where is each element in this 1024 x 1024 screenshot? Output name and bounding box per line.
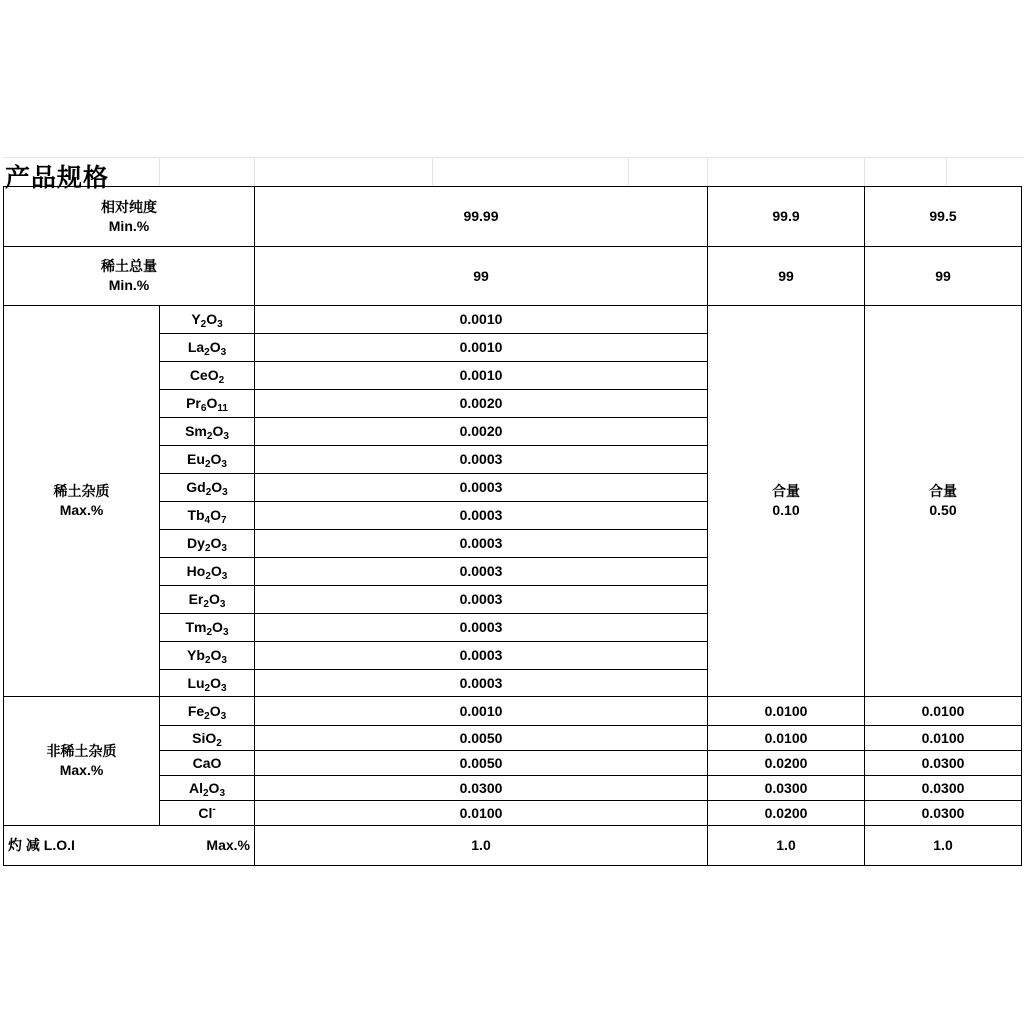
spec-table — [3, 186, 1022, 866]
element-formula — [160, 751, 255, 776]
impurity-value: 0.0300 — [255, 776, 708, 801]
total-content-label: 合量 — [929, 483, 957, 499]
formula-subscript: 3 — [219, 599, 226, 610]
re-impurity-label-cell — [4, 306, 160, 697]
element-formula — [160, 362, 255, 390]
formula-subscript: 7 — [221, 515, 227, 526]
formula-base: Y — [191, 311, 201, 327]
formula-oxygen: O — [205, 729, 217, 746]
formula-subscript: 6 — [200, 403, 207, 414]
loi-value: 1.0 — [255, 826, 708, 866]
impurity-value: 0.0010 — [255, 334, 708, 362]
formula-subscript: 2 — [206, 431, 213, 442]
formula-oxygen: O — [208, 779, 220, 796]
impurity-value: 0.0003 — [255, 446, 708, 474]
formula-base: Sm — [185, 423, 207, 439]
impurity-value: 0.0003 — [255, 642, 708, 670]
formula-subscript: 3 — [220, 347, 227, 358]
element-formula — [160, 614, 255, 642]
formula-oxygen: O — [210, 563, 222, 579]
formula-base: Pr — [186, 395, 201, 411]
formula-subscript: 3 — [221, 571, 228, 582]
formula-oxygen: O — [212, 423, 224, 439]
treo-label-cell — [4, 247, 255, 306]
formula-base: Dy — [187, 535, 205, 551]
formula-oxygen: O — [212, 619, 223, 635]
title-strip — [3, 157, 1024, 187]
formula-subscript: 4 — [204, 515, 211, 526]
gridline — [3, 157, 1024, 158]
formula-subscript: 3 — [220, 710, 227, 722]
impurity-value: 0.0010 — [255, 697, 708, 726]
impurity-value: 0.0100 — [255, 801, 708, 826]
gridline — [707, 157, 708, 187]
formula-subscript: 2 — [202, 787, 209, 799]
formula-subscript: 3 — [222, 487, 228, 498]
element-formula — [160, 726, 255, 751]
element-formula — [160, 418, 255, 446]
formula-subscript: 3 — [221, 543, 227, 554]
impurity-value: 0.0003 — [255, 586, 708, 614]
formula-subscript: 2 — [205, 571, 211, 582]
loi-row — [4, 826, 1022, 866]
impurity-value: 0.0010 — [255, 306, 708, 334]
formula-base: Lu — [187, 674, 205, 691]
formula-subscript: 3 — [223, 431, 229, 442]
treo-row — [4, 247, 1022, 306]
impurity-value: 0.0300 — [865, 801, 1022, 826]
total-content-label: 合量 — [772, 483, 800, 499]
element-formula — [160, 586, 255, 614]
formula-oxygen: O — [210, 507, 221, 523]
purity-value-3: 99.5 — [865, 187, 1022, 247]
formula-base: Fe — [187, 702, 205, 719]
formula-base: Tm — [185, 619, 207, 635]
formula-superscript: - — [212, 803, 216, 815]
treo-value-1: 99 — [255, 247, 708, 306]
non-re-impurity-label-cell — [4, 697, 160, 826]
impurity-value: 0.0050 — [255, 726, 708, 751]
non-re-impurity-row — [4, 697, 1022, 726]
purity-value-2: 99.9 — [708, 187, 865, 247]
impurity-value: 0.0200 — [708, 801, 865, 826]
formula-oxygen: O — [210, 535, 222, 551]
formula-base: Eu — [187, 451, 205, 467]
purity-label-cell — [4, 187, 255, 247]
purity-value-1: 99.99 — [255, 187, 708, 247]
formula-base: Si — [192, 729, 206, 746]
impurity-value: 0.0003 — [255, 530, 708, 558]
formula-oxygen: O — [206, 311, 218, 327]
impurity-value: 0.0300 — [708, 776, 865, 801]
formula-subscript: 2 — [203, 599, 209, 610]
formula-subscript: 3 — [221, 459, 227, 470]
formula-oxygen: O — [210, 647, 222, 663]
gridline — [628, 157, 629, 187]
total-content-value: 0.50 — [929, 502, 957, 518]
re-impurity-label: 稀土杂质 — [53, 483, 110, 499]
formula-oxygen: O — [206, 395, 218, 411]
impurity-value: 0.0003 — [255, 670, 708, 697]
formula-subscript: 2 — [204, 655, 211, 666]
element-formula — [160, 390, 255, 418]
treo-value-2: 99 — [708, 247, 865, 306]
purity-unit: Min.% — [108, 217, 150, 234]
formula-subscript: 2 — [206, 627, 213, 638]
re-impurity-unit: Max.% — [59, 502, 104, 518]
page-title: 产品规格 — [5, 163, 110, 192]
element-formula — [160, 776, 255, 801]
formula-subscript: 2 — [204, 347, 210, 358]
total-content-value: 0.10 — [772, 502, 800, 518]
element-formula — [160, 530, 255, 558]
formula-base: La — [187, 339, 205, 355]
impurity-value: 0.0300 — [865, 751, 1022, 776]
formula-oxygen: O — [207, 367, 219, 383]
gridline — [946, 157, 947, 187]
formula-subscript: 2 — [204, 710, 210, 722]
element-formula — [160, 558, 255, 586]
formula-oxygen: O — [211, 479, 223, 495]
impurity-value: 0.0100 — [865, 697, 1022, 726]
total-content-cell — [865, 306, 1022, 697]
formula-subscript: 2 — [204, 459, 211, 470]
gridline — [254, 157, 255, 187]
element-formula — [160, 670, 255, 697]
purity-row — [4, 187, 1022, 247]
re-impurity-row — [4, 306, 1022, 334]
gridline — [864, 157, 865, 187]
gridline — [432, 157, 433, 187]
treo-unit: Min.% — [108, 277, 150, 293]
formula-subscript: 2 — [200, 319, 207, 330]
formula-oxygen: O — [210, 451, 222, 467]
formula-subscript: 3 — [217, 319, 223, 330]
formula-subscript: 2 — [204, 543, 211, 554]
impurity-value: 0.0020 — [255, 418, 708, 446]
impurity-value: 0.0003 — [255, 614, 708, 642]
formula-subscript: 3 — [221, 682, 227, 694]
loi-unit: Max.% — [160, 826, 255, 866]
formula-subscript: 3 — [222, 627, 229, 638]
formula-base: Ho — [186, 563, 206, 579]
formula-base: Gd — [186, 479, 206, 495]
element-formula — [160, 306, 255, 334]
formula-base: Cl — [198, 804, 213, 821]
loi-value: 1.0 — [865, 826, 1022, 866]
element-formula — [160, 697, 255, 726]
impurity-value: 0.0020 — [255, 390, 708, 418]
element-formula — [160, 801, 255, 826]
formula-base: Er — [188, 591, 204, 607]
impurity-value: 0.0100 — [865, 726, 1022, 751]
gridline — [159, 157, 160, 187]
impurity-value: 0.0003 — [255, 558, 708, 586]
formula-base: Al — [188, 779, 203, 796]
formula-subscript: 2 — [216, 737, 222, 749]
impurity-value: 0.0003 — [255, 502, 708, 530]
formula-subscript: 2 — [205, 487, 212, 498]
formula-subscript: 2 — [218, 375, 225, 386]
treo-value-3: 99 — [865, 247, 1022, 306]
element-formula — [160, 642, 255, 670]
formula-base: Yb — [187, 647, 205, 663]
formula-oxygen: O — [209, 702, 221, 719]
formula-base: Tb — [187, 507, 205, 523]
impurity-value: 0.0100 — [708, 697, 865, 726]
formula-subscript: 11 — [217, 403, 228, 414]
element-formula — [160, 334, 255, 362]
formula-oxygen: O — [210, 754, 222, 771]
loi-label: 灼 减 L.O.I — [4, 826, 160, 866]
formula-subscript: 3 — [221, 655, 227, 666]
impurity-value: 0.0003 — [255, 474, 708, 502]
impurity-value: 0.0050 — [255, 751, 708, 776]
loi-value: 1.0 — [708, 826, 865, 866]
purity-label: 相对纯度 — [101, 198, 157, 215]
formula-base: Ca — [192, 754, 211, 771]
impurity-value: 0.0010 — [255, 362, 708, 390]
non-re-impurity-unit: Max.% — [59, 762, 104, 778]
formula-base: Ce — [189, 367, 208, 383]
formula-oxygen: O — [208, 591, 220, 607]
element-formula — [160, 446, 255, 474]
formula-subscript: 3 — [219, 787, 225, 799]
formula-oxygen: O — [209, 339, 221, 355]
total-content-cell — [708, 306, 865, 697]
element-formula — [160, 502, 255, 530]
formula-subscript: 2 — [204, 682, 211, 694]
non-re-impurity-label: 非稀土杂质 — [46, 743, 117, 759]
element-formula — [160, 474, 255, 502]
impurity-value: 0.0100 — [708, 726, 865, 751]
treo-label: 稀土总量 — [101, 258, 157, 274]
impurity-value: 0.0300 — [865, 776, 1022, 801]
impurity-value: 0.0200 — [708, 751, 865, 776]
formula-oxygen: O — [210, 674, 221, 691]
